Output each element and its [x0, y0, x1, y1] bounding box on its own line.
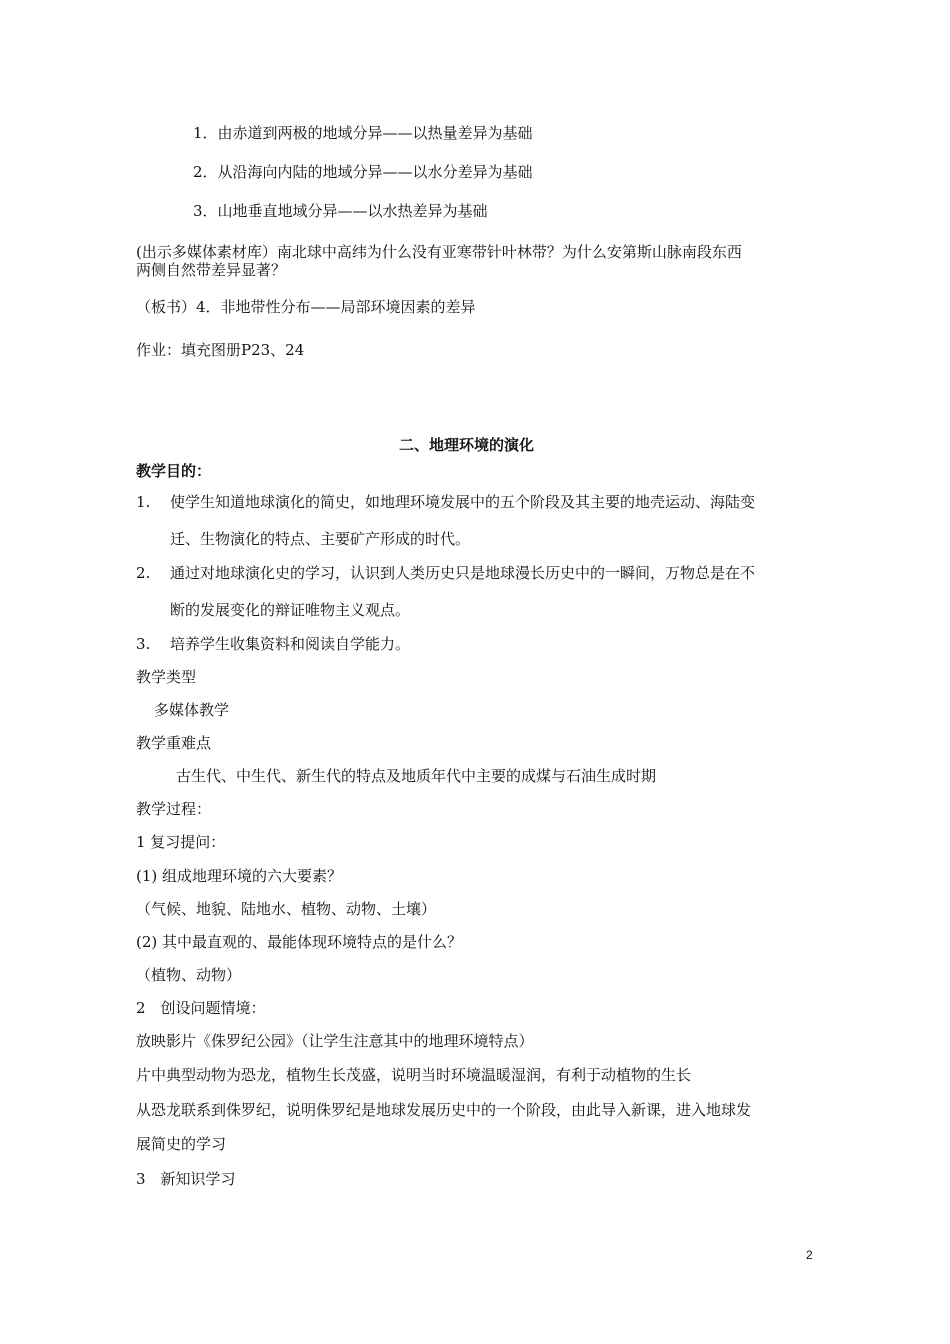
scenario-heading: 2 创设问题情境：	[136, 999, 266, 1017]
paragraph: 展简史的学习	[136, 1135, 227, 1153]
list-item: 1．由赤道到两极的地域分异——以热量差异为基础	[193, 124, 533, 142]
question: (2) 其中最直观的、最能体现环境特点的是什么？	[136, 933, 463, 951]
paragraph: 两侧自然带差异显著？	[136, 261, 287, 279]
objective-text: 通过对地球演化史的学习，认识到人类历史只是地球漫长历史中的一瞬间，万物总是在不	[170, 564, 756, 582]
objective-text: 断的发展变化的辩证唯物主义观点。	[170, 601, 411, 619]
page-number: 2	[806, 1248, 813, 1262]
objectives-heading: 教学目的：	[136, 462, 212, 480]
question: (1) 组成地理环境的六大要素？	[136, 867, 343, 885]
answer: （植物、动物）	[136, 966, 242, 984]
key-heading: 教学重难点	[136, 734, 212, 752]
objective-text: 培养学生收集资料和阅读自学能力。	[170, 635, 411, 653]
list-item: 2．从沿海向内陆的地域分异——以水分差异为基础	[193, 163, 533, 181]
paragraph: 从恐龙联系到侏罗纪，说明侏罗纪是地球发展历史中的一个阶段，由此导入新课，进入地球发	[136, 1101, 752, 1119]
board-note: （板书）4．非地带性分布——局部环境因素的差异	[136, 298, 476, 316]
objective-text: 迁、生物演化的特点、主要矿产形成的时代。	[170, 530, 471, 548]
section-title: 二、地理环境的演化	[399, 436, 535, 454]
new-knowledge-heading: 3 新知识学习	[136, 1170, 236, 1188]
objective-number: 1.	[136, 493, 151, 511]
paragraph: (出示多媒体素材库）南北球中高纬为什么没有亚寒带针叶林带？为什么安第斯山脉南段东西	[136, 243, 742, 261]
paragraph: 放映影片《侏罗纪公园》（让学生注意其中的地理环境特点）	[136, 1032, 534, 1050]
review-heading: 1 复习提问：	[136, 833, 226, 851]
process-heading: 教学过程：	[136, 800, 212, 818]
list-item: 3．山地垂直地域分异——以水热差异为基础	[193, 202, 488, 220]
objective-text: 使学生知道地球演化的简史，如地理环境发展中的五个阶段及其主要的地壳运动、海陆变	[170, 493, 756, 511]
objective-number: 2.	[136, 564, 151, 582]
key-value: 古生代、中生代、新生代的特点及地质年代中主要的成煤与石油生成时期	[176, 767, 657, 785]
answer: （气候、地貌、陆地水、植物、动物、土壤）	[136, 900, 437, 918]
type-value: 多媒体教学	[154, 701, 230, 719]
objective-number: 3.	[136, 635, 151, 653]
paragraph: 片中典型动物为恐龙，植物生长茂盛，说明当时环境温暖湿润，有利于动植物的生长	[136, 1066, 692, 1084]
homework: 作业：填充图册P23、24	[136, 341, 305, 359]
type-heading: 教学类型	[136, 668, 197, 686]
